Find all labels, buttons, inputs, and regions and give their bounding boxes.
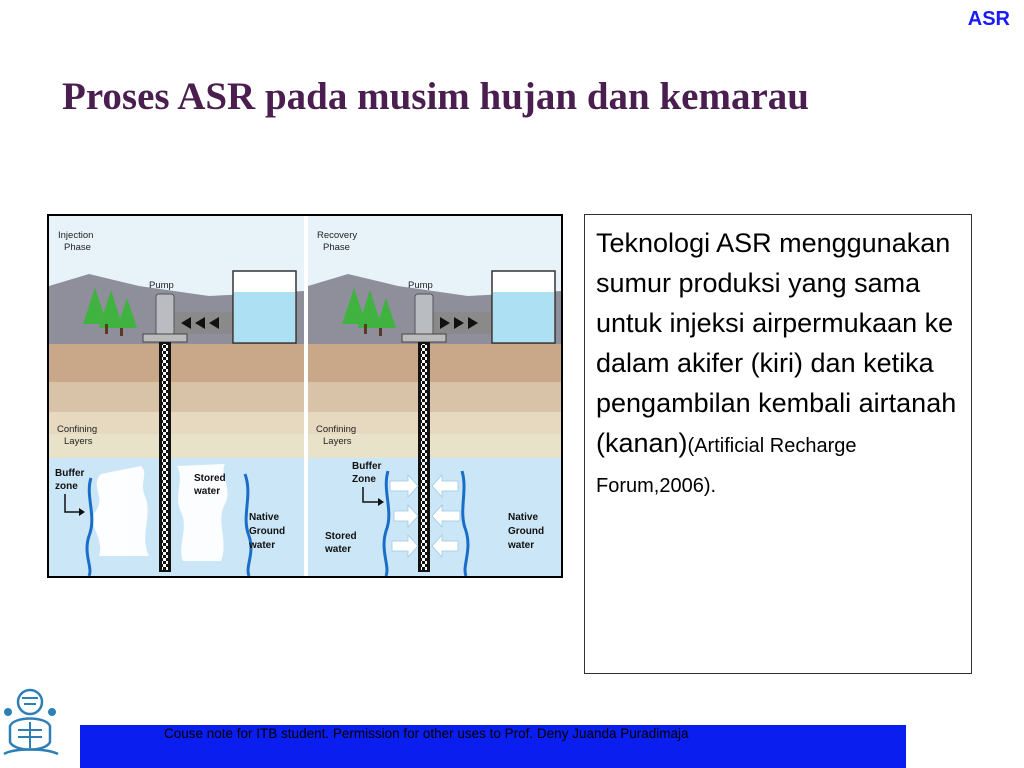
right-confining-label-2: Layers <box>323 436 352 447</box>
asr-diagram <box>47 214 563 578</box>
recovery-phase-label-2: Phase <box>323 242 350 253</box>
left-buffer-label-2: zone <box>55 481 78 492</box>
left-native-label-3: water <box>249 540 276 551</box>
recovery-phase-label-1: Recovery <box>317 230 358 241</box>
right-buffer-label-1: Buffer <box>352 461 382 472</box>
right-stored-label-1: Stored <box>325 531 357 542</box>
injection-phase-label-1: Injection <box>58 230 94 241</box>
left-buffer-label-1: Buffer <box>55 468 85 479</box>
footer-text: Couse note for ITB student. Permission for other uses to Prof. Deny Juanda Puradimaja <box>164 726 689 741</box>
slide-title: Proses ASR pada musim hujan dan kemarau <box>62 75 809 118</box>
footer-bar <box>80 725 906 768</box>
left-pump-label: Pump <box>149 280 174 291</box>
citation: (Artificial Recharge Forum,2006). <box>596 435 857 497</box>
description-text <box>596 223 961 503</box>
itb-logo <box>0 682 62 760</box>
right-native-label-1: Native <box>508 512 539 523</box>
right-native-label-3: water <box>508 540 535 551</box>
right-confining-label-1: Confining <box>316 424 357 435</box>
left-stored-label-1: Stored <box>194 473 226 484</box>
left-confining-label-2: Layers <box>64 436 93 447</box>
right-stored-label-2: water <box>325 544 352 555</box>
left-stored-label-2: water <box>194 486 221 497</box>
injection-panel <box>49 216 304 576</box>
description-main: Teknologi ASR menggunakan sumur produksi yang sama untuk injeksi airpermukaan ke dalam akifer (kiri) dan ketika pengambilan kembali airtanah (kanan) <box>596 228 957 458</box>
left-confining-label-1: Confining <box>57 424 98 435</box>
description-box <box>584 214 972 674</box>
recovery-panel <box>308 216 561 576</box>
left-native-label-2: Ground <box>249 526 286 537</box>
right-buffer-label-2: Zone <box>352 474 376 485</box>
slide-tag: ASR <box>967 8 1010 30</box>
left-native-label-1: Native <box>249 512 280 523</box>
injection-phase-label-2: Phase <box>64 242 91 253</box>
right-native-label-2: Ground <box>508 526 545 537</box>
right-pump-label: Pump <box>408 280 433 291</box>
